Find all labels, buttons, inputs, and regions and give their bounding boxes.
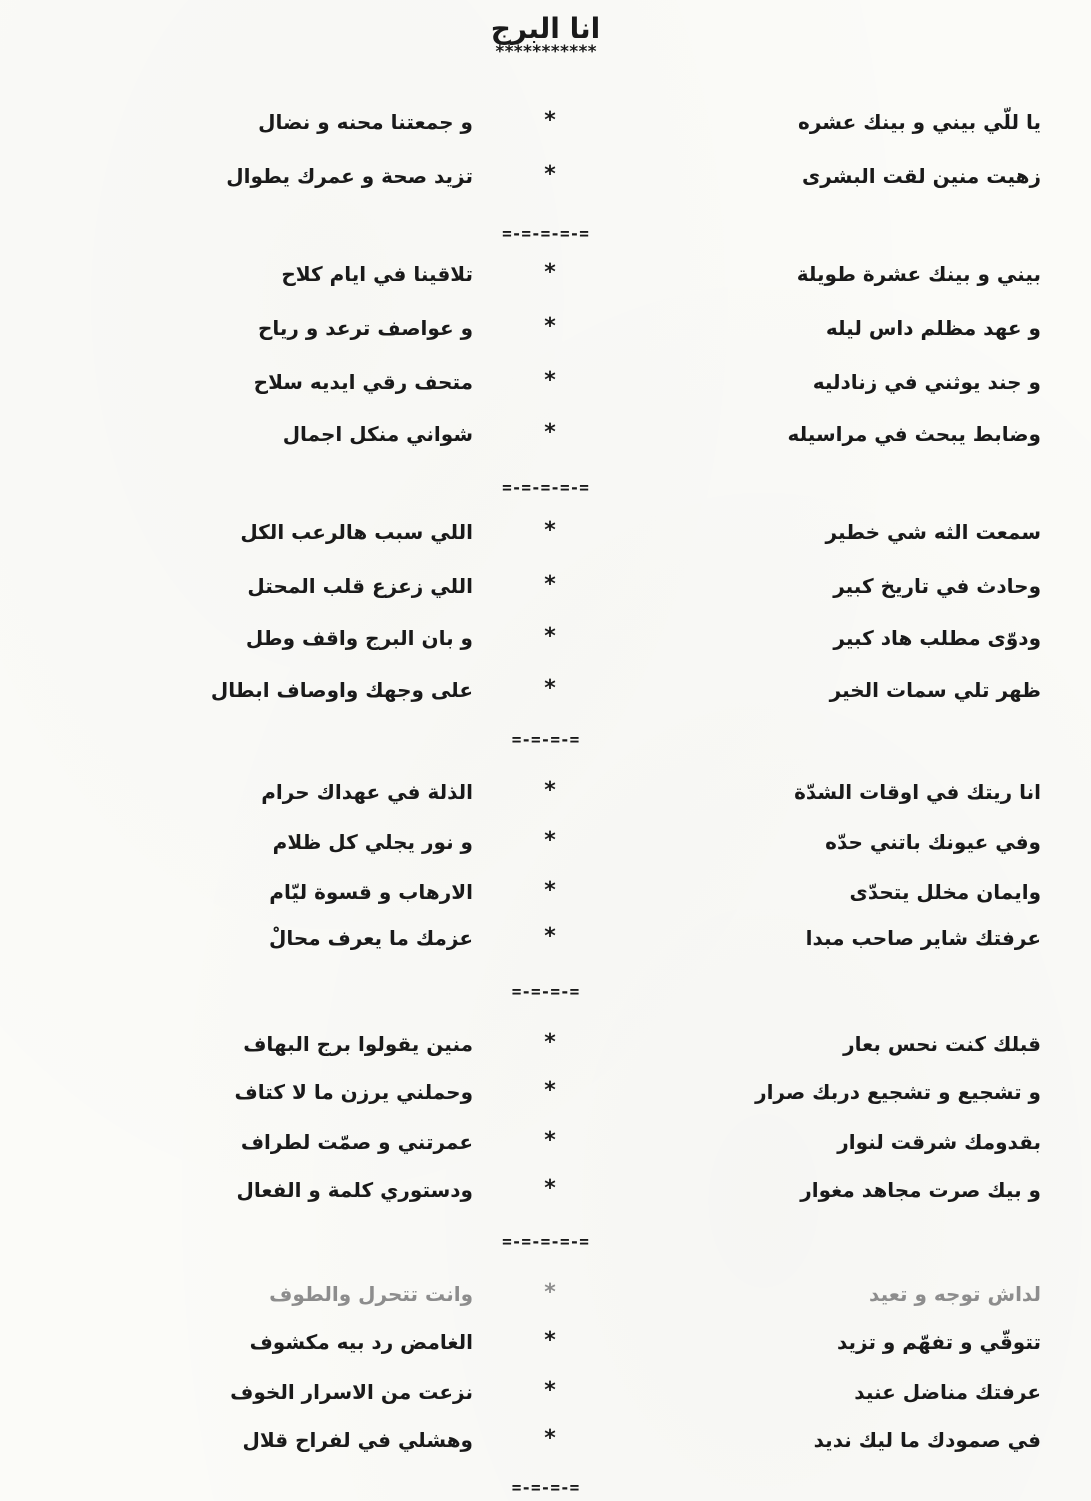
verse-separator-star: *: [544, 420, 556, 445]
verse-line: [0, 516, 1091, 556]
verse-second-hemistich: وحملني يرزن ما لا كتاف: [234, 1080, 473, 1104]
verse-first-hemistich: سمعت الثه شي خطير: [825, 520, 1041, 544]
verse-second-hemistich: متحف رقي ايديه سلاح: [253, 370, 473, 394]
verse-separator-star: *: [544, 1280, 556, 1305]
verse-line: [0, 1278, 1091, 1318]
verse-first-hemistich: تتوقّي و تفهّم و تزيد: [836, 1330, 1041, 1354]
verse-first-hemistich: ظهر تلي سمات الخير: [829, 678, 1041, 702]
verse-line: [0, 876, 1091, 916]
verse-line: [0, 1126, 1091, 1166]
poem-title: انا البرج: [490, 12, 601, 45]
verse-separator-star: *: [544, 368, 556, 393]
verse-second-hemistich: عمرتني و صمّت لطراف: [240, 1130, 473, 1154]
verse-line: [0, 1326, 1091, 1366]
verse-second-hemistich: عزمك ما يعرف محالْ: [268, 926, 473, 950]
verse-first-hemistich: يا للّي بيني و بينك عشره: [798, 110, 1041, 134]
stanza-divider: =-=-=-=-=: [502, 478, 589, 497]
verse-line: [0, 622, 1091, 662]
stanza-divider: =-=-=-=-=: [502, 224, 589, 243]
verse-separator-star: *: [544, 1176, 556, 1201]
verse-separator-star: *: [544, 314, 556, 339]
verse-first-hemistich: و تشجيع و تشجيع دربك صرار: [755, 1080, 1041, 1104]
verse-line: [0, 1076, 1091, 1116]
verse-first-hemistich: و بيك صرت مجاهد مغوار: [800, 1178, 1041, 1202]
stanza-divider: =-=-=-=: [511, 1478, 580, 1497]
verse-line: [0, 826, 1091, 866]
verse-first-hemistich: وحادث في تاريخ كبير: [833, 574, 1041, 598]
verse-separator-star: *: [544, 1328, 556, 1353]
verse-second-hemistich: الارهاب و قسوة ليّام: [269, 880, 473, 904]
verse-line: [0, 1028, 1091, 1068]
verse-second-hemistich: و بان البرج واقف وطل: [245, 626, 473, 650]
verse-second-hemistich: شواني منكل اجمال: [282, 422, 473, 446]
verse-second-hemistich: اللي سبب هالرعب الكل: [240, 520, 473, 544]
verse-second-hemistich: الذلة في عهداك حرام: [261, 780, 473, 804]
verse-separator-star: *: [544, 518, 556, 543]
verse-separator-star: *: [544, 1078, 556, 1103]
verse-second-hemistich: ودستوري كلمة و الفعال: [236, 1178, 473, 1202]
stanza-divider: =-=-=-=: [511, 982, 580, 1001]
verse-second-hemistich: على وجهك واوصاف ابطال: [210, 678, 473, 702]
verse-separator-star: *: [544, 108, 556, 133]
verse-first-hemistich: لداش توجه و تعيد: [869, 1282, 1041, 1306]
verse-separator-star: *: [544, 676, 556, 701]
verse-line: [0, 258, 1091, 298]
verse-line: [0, 106, 1091, 146]
verse-first-hemistich: انا ريتك في اوقات الشدّة: [794, 780, 1041, 804]
verse-separator-star: *: [544, 828, 556, 853]
verse-separator-star: *: [544, 260, 556, 285]
verse-line: [0, 366, 1091, 406]
verse-line: [0, 570, 1091, 610]
verse-second-hemistich: اللي زعزع قلب المحتل: [247, 574, 473, 598]
verse-first-hemistich: وفي عيونك باتني حدّه: [825, 830, 1041, 854]
verse-first-hemistich: و عهد مظلم داس ليله: [825, 316, 1041, 340]
verse-first-hemistich: عرفتك شاير صاحب مبدا: [805, 926, 1041, 950]
verse-separator-star: *: [544, 878, 556, 903]
verse-separator-star: *: [544, 572, 556, 597]
verse-second-hemistich: تلاقينا في ايام كلاح: [281, 262, 473, 286]
verse-first-hemistich: في صمودك ما ليك نديد: [813, 1428, 1041, 1452]
verse-second-hemistich: منين يقولوا برج البهاف: [243, 1032, 473, 1056]
stanza-divider: =-=-=-=-=: [502, 1232, 589, 1251]
verse-separator-star: *: [544, 162, 556, 187]
verse-first-hemistich: عرفتك مناضل عنيد: [854, 1380, 1041, 1404]
verse-line: [0, 1174, 1091, 1214]
verse-line: [0, 1424, 1091, 1464]
stanza-divider: =-=-=-=: [511, 730, 580, 749]
verse-line: [0, 160, 1091, 200]
verse-first-hemistich: بيني و بينك عشرة طويلة: [796, 262, 1041, 286]
verse-line: [0, 418, 1091, 458]
verse-second-hemistich: و جمعتنا محنه و نضال: [258, 110, 473, 134]
verse-first-hemistich: بقدومك شرقت لنوار: [837, 1130, 1041, 1154]
verse-separator-star: *: [544, 778, 556, 803]
verse-first-hemistich: وضابط يبحث في مراسيله: [787, 422, 1041, 446]
verse-line: [0, 922, 1091, 962]
verse-second-hemistich: نزعت من الاسرار الخوف: [230, 1380, 473, 1404]
verse-second-hemistich: تزيد صحة و عمرك يطوال: [226, 164, 473, 188]
verse-line: [0, 674, 1091, 714]
title-underline-stars: ***********: [494, 42, 597, 62]
verse-second-hemistich: و عواصف ترعد و رياح: [257, 316, 473, 340]
verse-separator-star: *: [544, 1426, 556, 1451]
verse-first-hemistich: قبلك كنت نحس بعار: [843, 1032, 1041, 1056]
verse-separator-star: *: [544, 624, 556, 649]
verse-separator-star: *: [544, 1128, 556, 1153]
verse-line: [0, 312, 1091, 352]
verse-first-hemistich: زهيت منين لقت البشرى: [801, 164, 1041, 188]
verse-second-hemistich: و نور يجلي كل ظلام: [272, 830, 473, 854]
verse-second-hemistich: وهشلي في لفراح قلال: [242, 1428, 473, 1452]
verse-separator-star: *: [544, 1378, 556, 1403]
verse-second-hemistich: الغامض رد بيه مكشوف: [249, 1330, 473, 1354]
verse-line: [0, 1376, 1091, 1416]
verse-second-hemistich: وانت تتحرل والطوف: [269, 1282, 473, 1306]
verse-line: [0, 776, 1091, 816]
verse-first-hemistich: و جند يوثني في زنادليه: [812, 370, 1041, 394]
verse-first-hemistich: وايمان مخلل يتحدّى: [849, 880, 1041, 904]
verse-separator-star: *: [544, 1030, 556, 1055]
verse-first-hemistich: ودوّى مطلب هاد كبير: [833, 626, 1041, 650]
verse-separator-star: *: [544, 924, 556, 949]
